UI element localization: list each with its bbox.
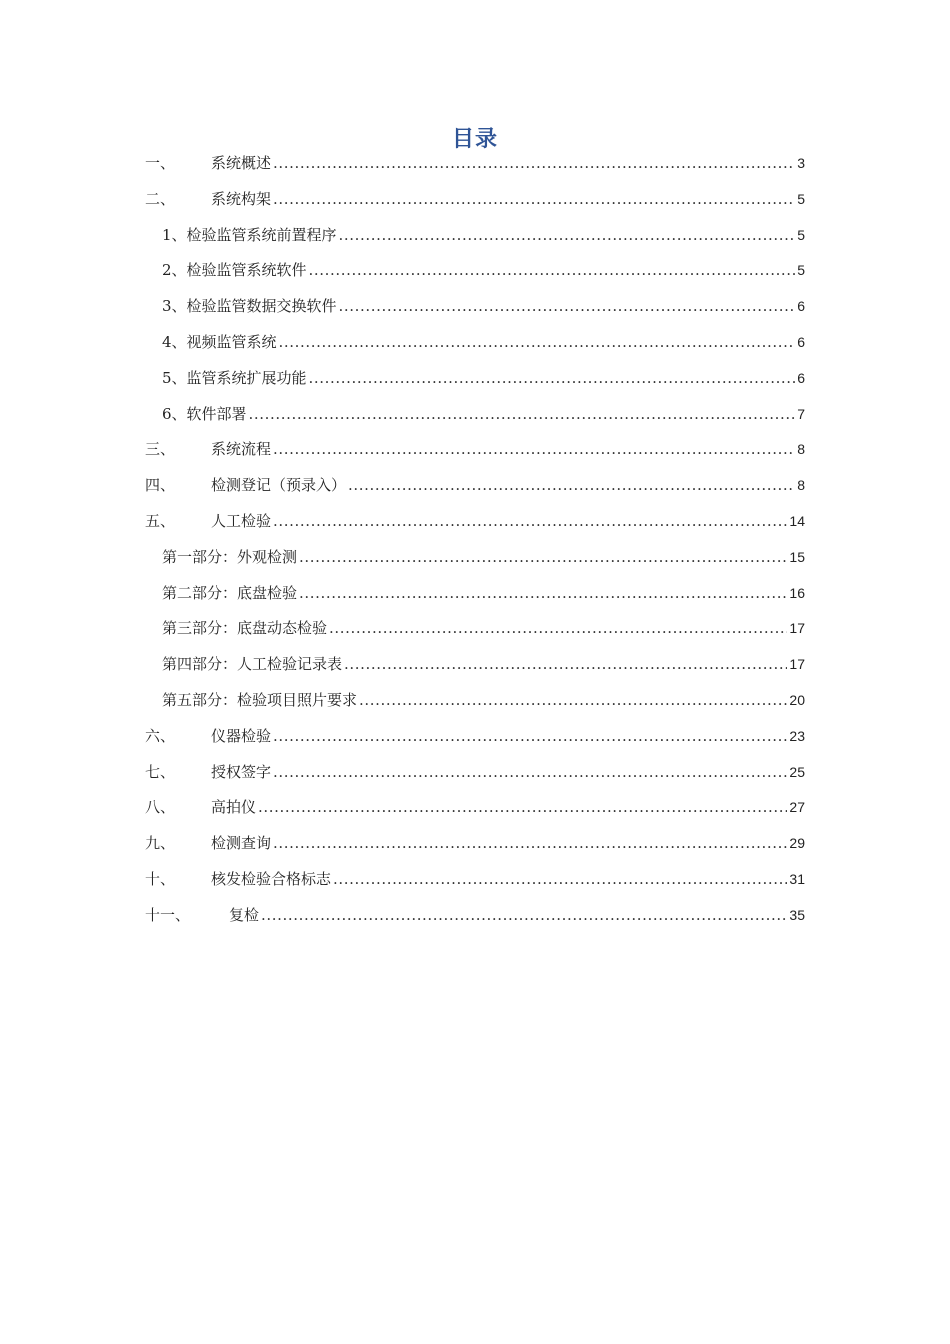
toc-entry-text: 系统构架 — [211, 189, 272, 208]
toc-subentry[interactable] — [145, 611, 805, 647]
toc-entry[interactable] — [145, 468, 805, 504]
toc-entry-page: 31 — [789, 870, 805, 887]
toc-entry-text: 系统概述 — [211, 154, 272, 172]
toc-leader-dots — [273, 755, 787, 791]
toc-leader-dots — [273, 182, 795, 218]
toc-entry-text: 人工检验 — [211, 511, 272, 530]
toc-leader-dots — [348, 468, 795, 504]
toc-leader-dots — [273, 504, 787, 540]
toc-entry[interactable] — [145, 504, 805, 540]
toc-subentry[interactable] — [145, 361, 805, 397]
toc-leader-dots — [279, 325, 796, 361]
toc-leader-dots — [333, 862, 787, 898]
toc-entry-page: 14 — [789, 512, 805, 529]
toc-entry-text: 第四部分：人工检验记录表 — [162, 655, 343, 674]
toc-entry-text: 3、检验监管数据交换软件 — [162, 297, 337, 316]
toc-entry-number: 十、 — [145, 869, 176, 888]
toc-subentry[interactable] — [145, 647, 805, 683]
toc-subentry[interactable] — [145, 289, 805, 325]
toc-list — [145, 146, 805, 934]
toc-leader-dots — [359, 683, 787, 719]
toc-entry[interactable] — [145, 826, 805, 862]
toc-entry-text: 4、视频监管系统 — [162, 332, 277, 351]
toc-entry-text: 6、软件部署 — [162, 404, 247, 423]
toc-entry-text: 系统流程 — [211, 440, 272, 459]
toc-entry-number: 六、 — [145, 726, 176, 745]
toc-leader-dots — [339, 289, 796, 325]
toc-entry-page: 6 — [797, 298, 805, 315]
toc-entry-text: 5、监管系统扩展功能 — [162, 368, 307, 387]
toc-entry-text: 2、检验监管系统软件 — [162, 261, 307, 280]
toc-title: 目录 — [451, 127, 498, 152]
toc-entry-text: 第三部分：底盘动态检验 — [162, 619, 328, 638]
toc-entry-number: 二、 — [145, 189, 176, 208]
toc-entry[interactable] — [145, 898, 805, 934]
toc-leader-dots — [273, 146, 795, 182]
toc-entry-text: 1、检验监管系统前置程序 — [162, 225, 337, 244]
toc-entry-page: 5 — [797, 226, 805, 243]
toc-entry-number: 三、 — [145, 440, 176, 459]
toc-leader-dots — [261, 898, 787, 934]
toc-entry-number: 八、 — [145, 798, 176, 817]
toc-entry[interactable] — [145, 182, 805, 218]
toc-entry-text: 第一部分：外观检测 — [162, 547, 298, 566]
toc-entry-page: 5 — [797, 190, 805, 207]
toc-subentry[interactable] — [145, 683, 805, 719]
toc-entry-text: 仪器检验 — [211, 726, 272, 745]
toc-entry-number: 七、 — [145, 762, 176, 781]
toc-entry-number: 九、 — [145, 834, 176, 853]
toc-entry[interactable] — [145, 719, 805, 755]
toc-entry-page: 3 — [797, 155, 805, 171]
toc-entry-page: 8 — [797, 441, 805, 458]
toc-entry-page: 17 — [789, 656, 805, 673]
toc-subentry[interactable] — [145, 540, 805, 576]
toc-entry[interactable] — [145, 432, 805, 468]
toc-leader-dots — [329, 611, 787, 647]
toc-entry-text: 检测登记（预录入） — [211, 476, 347, 495]
toc-entry[interactable] — [145, 862, 805, 898]
toc-entry-number: 十一、 — [145, 905, 191, 924]
toc-entry-page: 20 — [789, 691, 805, 708]
toc-subentry[interactable] — [145, 576, 805, 612]
toc-entry-text: 第二部分：底盘检验 — [162, 583, 298, 602]
toc-subentry[interactable] — [145, 253, 805, 289]
toc-leader-dots — [273, 432, 795, 468]
toc-leader-dots — [299, 576, 787, 612]
toc-leader-dots — [309, 253, 796, 289]
toc-leader-dots — [309, 361, 796, 397]
toc-entry[interactable] — [145, 755, 805, 791]
toc-entry-number: 四、 — [145, 476, 176, 495]
toc-subentry[interactable] — [145, 397, 805, 433]
toc-leader-dots — [273, 719, 787, 755]
toc-entry-text: 复检 — [229, 905, 260, 924]
toc-entry-page: 8 — [797, 477, 805, 494]
toc-entry-page: 27 — [789, 799, 805, 816]
toc-entry-page: 35 — [789, 906, 805, 923]
toc-entry-page: 29 — [789, 835, 805, 852]
toc-subentry[interactable] — [145, 325, 805, 361]
toc-entry[interactable] — [145, 790, 805, 826]
toc-entry-text: 核发检验合格标志 — [211, 869, 332, 888]
toc-entry-page: 6 — [797, 369, 805, 386]
toc-entry-page: 23 — [789, 727, 805, 744]
toc-entry-text: 高拍仪 — [211, 798, 257, 817]
toc-entry-page: 6 — [797, 333, 805, 350]
toc-leader-dots — [339, 218, 796, 254]
toc-entry-text: 授权签字 — [211, 762, 272, 781]
toc-subentry[interactable] — [145, 218, 805, 254]
toc-entry-text: 第五部分：检验项目照片要求 — [162, 690, 358, 709]
toc-leader-dots — [344, 647, 787, 683]
toc-entry-number: 一、 — [145, 154, 176, 172]
toc-entry-page: 7 — [797, 405, 805, 422]
toc-entry-page: 17 — [789, 620, 805, 637]
toc-entry-text: 检测查询 — [211, 834, 272, 853]
toc-entry-page: 5 — [797, 262, 805, 279]
toc-leader-dots — [299, 540, 787, 576]
toc-entry-number: 五、 — [145, 511, 176, 530]
toc-entry[interactable] — [145, 146, 805, 182]
toc-leader-dots — [249, 397, 796, 433]
toc-leader-dots — [273, 826, 787, 862]
toc-leader-dots — [258, 790, 787, 826]
toc-entry-page: 16 — [789, 584, 805, 601]
toc-entry-page: 15 — [789, 548, 805, 565]
toc-entry-page: 25 — [789, 763, 805, 780]
